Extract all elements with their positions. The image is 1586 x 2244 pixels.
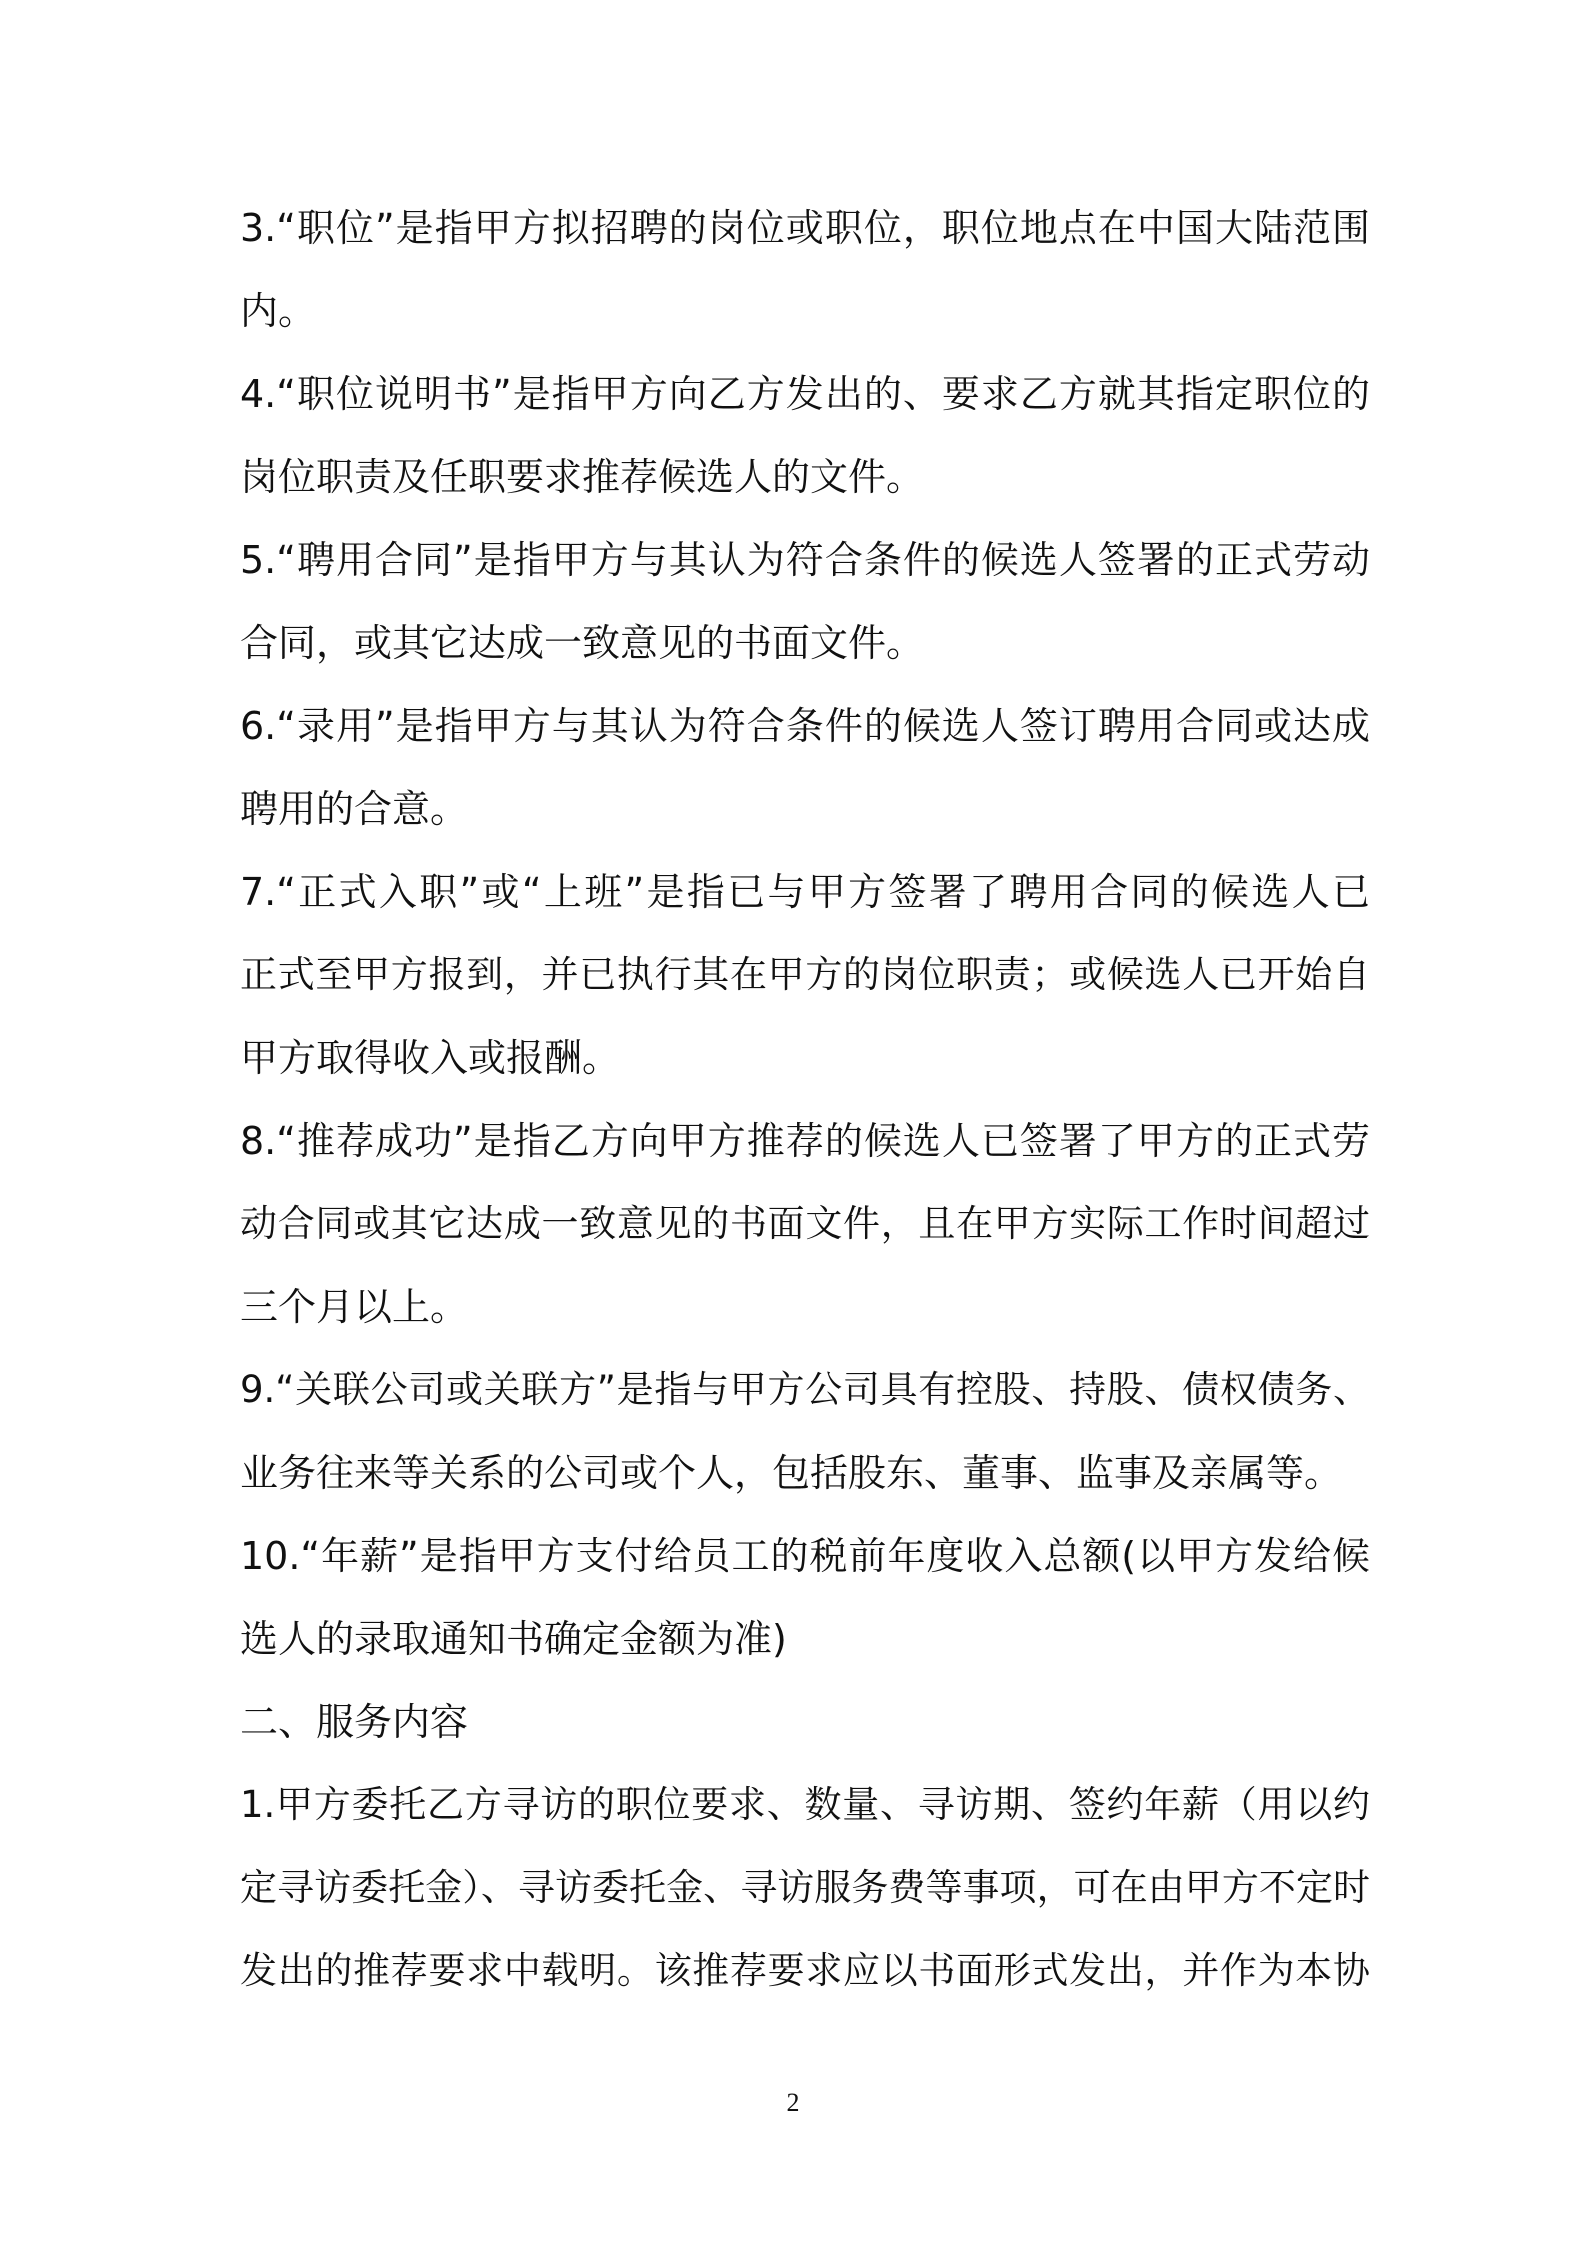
text-line: 合同，或其它达成一致意见的书面文件。 xyxy=(240,621,925,665)
text-line: 甲方取得收入或报酬。 xyxy=(240,1036,621,1080)
text-line: 发出的推荐要求中载明。该推荐要求应以书面形式发出，并作为本协 xyxy=(240,1949,1370,1992)
page-number: 2 xyxy=(786,2088,800,2117)
text-line: 4.“职位说明书”是指甲方向乙方发出的、要求乙方就其指定职位的 xyxy=(240,372,1370,416)
text-line: 三个月以上。 xyxy=(240,1285,469,1329)
text-line: 动合同或其它达成一致意见的书面文件，且在甲方实际工作时间超过 xyxy=(240,1202,1370,1245)
text-line: 岗位职责及任职要求推荐候选人的文件。 xyxy=(240,455,925,499)
text-line: 内。 xyxy=(240,289,317,333)
text-line: 5.“聘用合同”是指甲方与其认为符合条件的候选人签署的正式劳动 xyxy=(240,538,1370,582)
text-line: 6.“录用”是指甲方与其认为符合条件的候选人签订聘用合同或达成 xyxy=(240,704,1370,748)
text-line: 3.“职位”是指甲方拟招聘的岗位或职位，职位地点在中国大陆范围 xyxy=(240,206,1370,250)
text-line: 1.甲方委托乙方寻访的职位要求、数量、寻访期、签约年薪（用以约 xyxy=(240,1783,1370,1826)
text-line: 聘用的合意。 xyxy=(240,787,469,831)
text-line: 7.“正式入职”或“上班”是指已与甲方签署了聘用合同的候选人已 xyxy=(240,870,1370,914)
text-line: 选人的录取通知书确定金额为准) xyxy=(240,1617,787,1661)
text-line: 10.“年薪”是指甲方支付给员工的税前年度收入总额(以甲方发给候 xyxy=(240,1534,1370,1578)
text-line: 定寻访委托金）、寻访委托金、寻访服务费等事项，可在由甲方不定时 xyxy=(240,1866,1370,1909)
text-line: 9.“关联公司或关联方”是指与甲方公司具有控股、持股、债权债务、 xyxy=(240,1368,1370,1411)
text-line: 正式至甲方报到，并已执行其在甲方的岗位职责；或候选人已开始自 xyxy=(240,953,1370,996)
section-heading: 二、服务内容 xyxy=(240,1700,469,1744)
text-line: 8.“推荐成功”是指乙方向甲方推荐的候选人已签署了甲方的正式劳 xyxy=(240,1119,1370,1163)
text-line: 业务往来等关系的公司或个人，包括股东、董事、监事及亲属等。 xyxy=(240,1451,1343,1495)
